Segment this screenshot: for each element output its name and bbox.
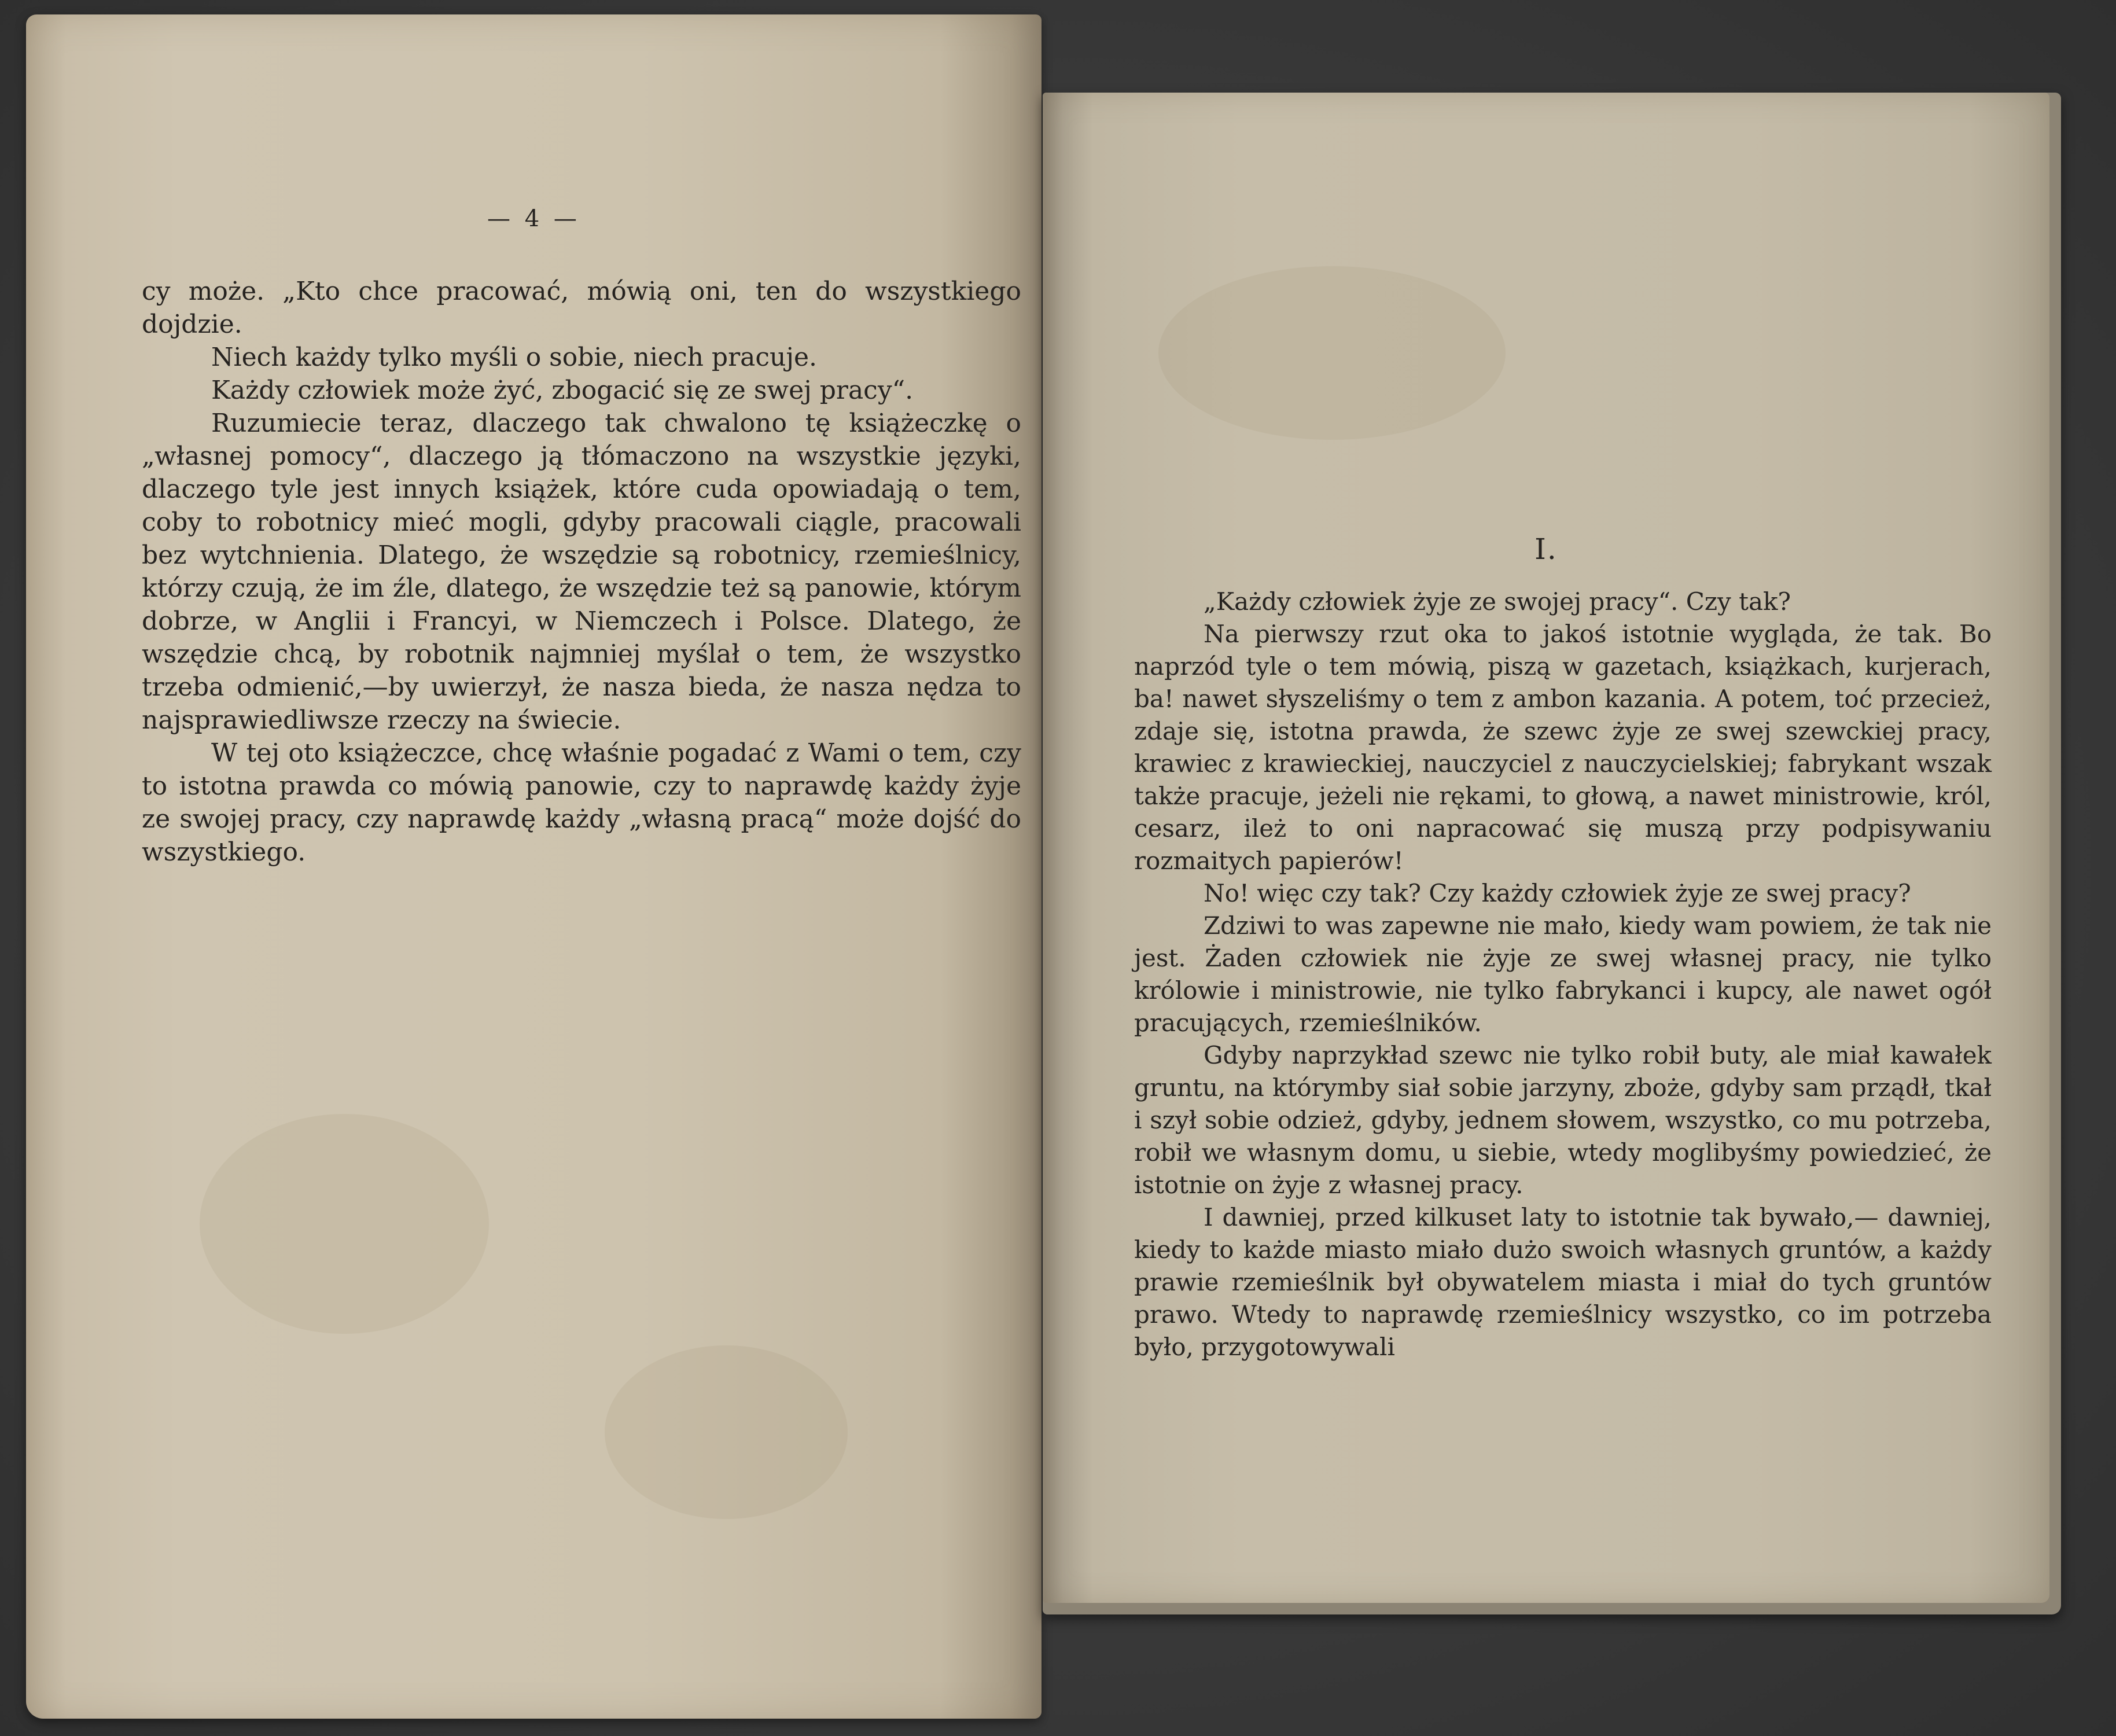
left-book-page — [26, 14, 1042, 1719]
paragraph: I dawniej, przed kilkuset laty to istotnie tak bywało,— dawniej, kiedy to każde miasto miało dużo swoich własnych gruntów, a każdy prawie rzemieślnik był obywatelem miasta i miał do tych gruntów prawo. Wtedy to naprawdę rzemieślnicy wszystko, co im potrzeba było, przygotowywali — [1134, 1203, 1992, 1361]
paragraph: Gdyby naprzykład szewc nie tylko robił buty, ale miał kawałek gruntu, na którymby siał sobie jarzyny, zboże, gdyby sam prządł, tkał i szył sobie odzież, gdyby, jednem słowem, wszystko, co mu potrzeba, robił we własnym domu, u siebie, wtedy moglibyśmy powiedzieć, że istotnie on żyje z własnej pracy. — [1134, 1041, 1992, 1199]
right-book-page — [1043, 93, 2049, 1603]
paragraph: Niech każdy tylko myśli o sobie, niech pracuje. — [211, 343, 817, 372]
paragraph: Ruzumiecie teraz, dlaczego tak chwalono tę książeczkę o „własnej pomocy“, dlaczego ją tłómaczono na wszystkie języki, dlaczego tyle jest innych książek, które cuda opowiadają o tem, coby to robotnicy mieć mogli, gdyby pracowali ciągle, pracowali bez wytchnienia. Dlatego, że wszędzie są robotnicy, rzemieślnicy, którzy czują, że im źle, dlatego, że wszędzie też są panowie, którym dobrze, w Anglii i Francyi, w Niemczech i Polsce. Dlatego, że wszędzie chcą, by robotnik najmniej myślał o tem, że wszystko trzeba odmienić,—by uwierzył, że nasza bieda, że nasza nędza to najsprawiedliwsze rzeczy na świecie. — [142, 409, 1021, 735]
paragraph: „Każdy człowiek żyje ze swojej pracy“. Czy tak? — [1204, 587, 1791, 616]
paper-stain — [1158, 266, 1506, 440]
left-page-text — [142, 275, 1021, 869]
paragraph: W tej oto książeczce, chcę właśnie pogadać z Wami o tem, czy to istotna prawda co mówią panowie, czy to naprawdę każdy żyje ze swojej pracy, czy naprawdę każdy „własną pracą“ może dojść do wszystkiego. — [142, 738, 1021, 867]
right-page-text — [1134, 586, 1992, 1363]
page-number: — 4 — — [487, 205, 580, 232]
chapter-heading: I. — [1534, 532, 1558, 566]
paragraph: Każdy człowiek może żyć, zbogacić się ze swej pracy“. — [211, 376, 914, 405]
paragraph: No! więc czy tak? Czy każdy człowiek żyje ze swej pracy? — [1204, 879, 1911, 907]
paragraph: Zdziwi to was zapewne nie mało, kiedy wam powiem, że tak nie jest. Żaden człowiek nie żyje ze swej własnej pracy, nie tylko królowie i ministrowie, nie tylko fabrykanci i kupcy, ale nawet ogół pracujących, rzemieślników. — [1134, 911, 1992, 1037]
paper-stain — [605, 1345, 848, 1519]
paper-stain — [200, 1114, 489, 1334]
paragraph: cy może. „Kto chce pracować, mówią oni, ten do wszystkiego dojdzie. — [142, 277, 1021, 339]
paragraph: Na pierwszy rzut oka to jakoś istotnie wygląda, że tak. Bo naprzód tyle o tem mówią, piszą w gazetach, książkach, kurjerach, ba! nawet słyszeliśmy o tem z ambon kazania. A potem, toć przecież, zdaje się, istotna prawda, że szewc żyje ze swej szewckiej pracy, krawiec z krawieckiej, nauczyciel z nauczycielskiej; fabrykant wszak także pracuje, jeżeli nie rękami, to głową, a nawet ministrowie, król, cesarz, ileż to oni napracować się muszą przy podpisywaniu rozmaitych papierów! — [1134, 620, 1992, 875]
